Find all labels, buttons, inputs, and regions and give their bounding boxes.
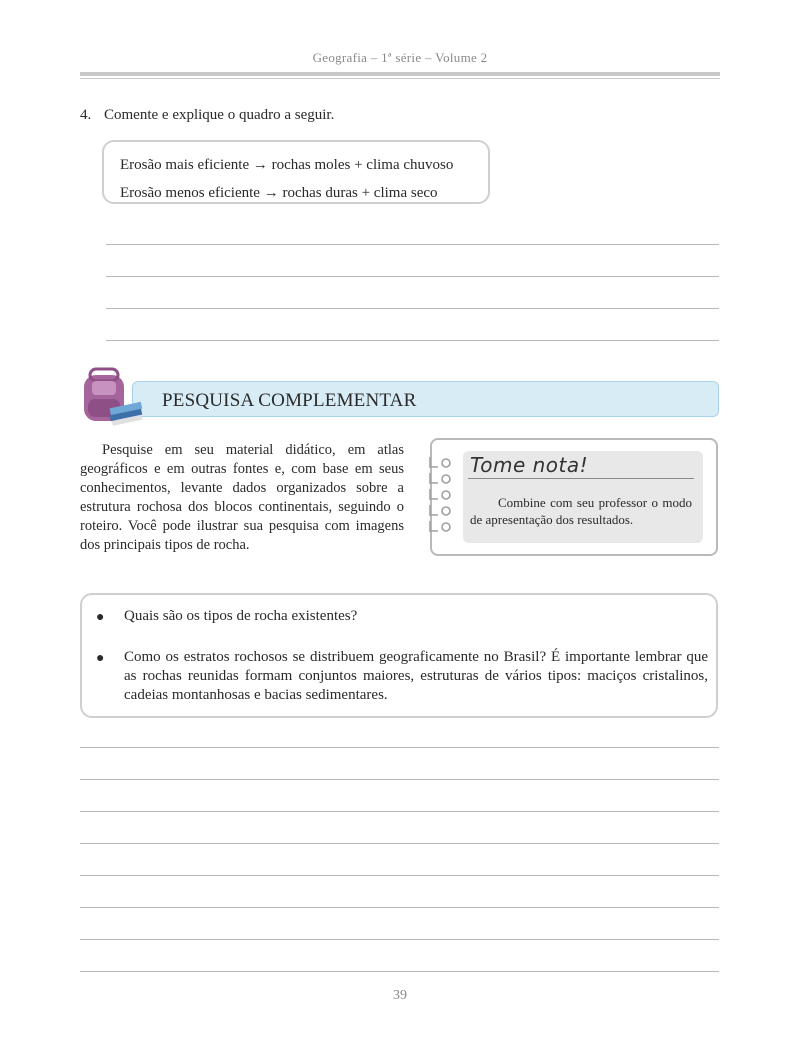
answer-line[interactable] <box>80 811 719 812</box>
header-rule-thick <box>80 72 720 76</box>
answer-line[interactable] <box>106 340 719 341</box>
answer-line[interactable] <box>106 276 719 277</box>
bullet-dot: ● <box>96 651 105 666</box>
note-text-content: Combine com seu professor o modo de apresentação dos resultados. <box>470 495 692 527</box>
header-rule-thin <box>80 78 720 79</box>
question-text: Comente e explique o quadro a seguir. <box>104 107 335 123</box>
answer-line[interactable] <box>80 907 719 908</box>
note-title-underline <box>468 478 694 479</box>
erosion-table-box <box>102 140 490 204</box>
section-title: PESQUISA COMPLEMENTAR <box>162 390 417 411</box>
note-text <box>470 494 692 528</box>
answer-line[interactable] <box>80 971 719 972</box>
answer-line[interactable] <box>106 244 719 245</box>
question-number: 4. <box>80 107 92 123</box>
research-paragraph <box>80 441 404 555</box>
paragraph-text: Pesquise em seu material didático, em atlas geográficos e em outras fontes e, com base em seus conhecimentos, levante dados organizados sobre a estrutura rochosa dos blocos continentais, seguindo o roteiro. Você pode ilustrar sua pesquisa com imagens dos principais tipos de rocha. <box>80 442 404 553</box>
bullet-item: Como os estratos rochosos se distribuem geograficamente no Brasil? É importante lembrar que as rochas reunidas formam conjuntos maiores, estruturas de vários tipos: maciços cristalinos, cadeias montanhosas e bacias sedimentares. <box>124 649 708 703</box>
binder-rings-icon <box>424 455 460 539</box>
note-title: Tome nota! <box>470 453 589 477</box>
answer-line[interactable] <box>106 308 719 309</box>
erosion-line-2: Erosão menos eficiente → rochas duras + clima seco <box>120 185 438 201</box>
backpack-books-icon <box>80 365 146 427</box>
running-header: Geografia – 1ª série – Volume 2 <box>312 50 488 65</box>
bullet-dot: ● <box>96 610 105 625</box>
bullet-item: Quais são os tipos de rocha existentes? <box>124 608 358 624</box>
page-number: 39 <box>393 988 407 1003</box>
answer-line[interactable] <box>80 875 719 876</box>
erosion-line-1: Erosão mais eficiente → rochas moles + clima chuvoso <box>120 157 454 173</box>
answer-line[interactable] <box>80 843 719 844</box>
answer-line[interactable] <box>80 747 719 748</box>
answer-line[interactable] <box>80 939 719 940</box>
question-4 <box>80 107 334 124</box>
answer-line[interactable] <box>80 779 719 780</box>
